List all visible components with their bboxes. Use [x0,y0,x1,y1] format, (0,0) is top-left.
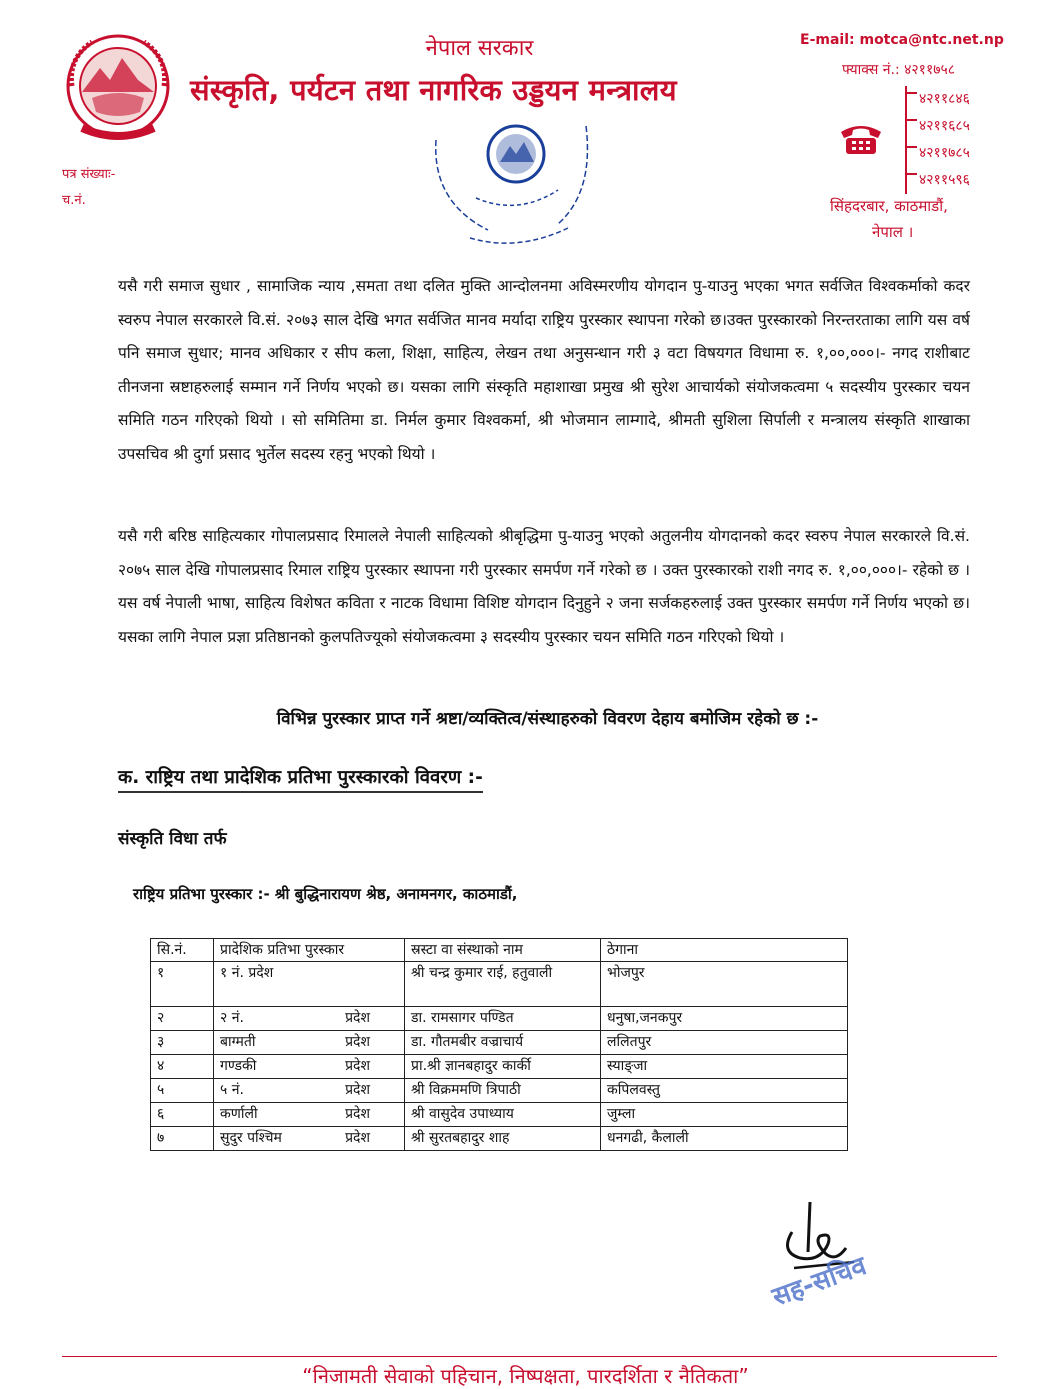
province-name: १ नं. [220,965,244,981]
province-word: प्रदेश [345,1106,370,1122]
column-header: सि.नं. [151,939,214,962]
serial-number: ७ [151,1127,214,1151]
awardee-address: कपिलवस्तु [601,1079,848,1103]
serial-number: ६ [151,1103,214,1127]
footer-divider [62,1356,997,1357]
awardee-name: श्री विक्रममणि त्रिपाठी [405,1079,601,1103]
serial-number: ४ [151,1055,214,1079]
province-word: प्रदेश [345,1034,370,1050]
government-title: नेपाल सरकार [425,36,534,61]
province-word: प्रदेश [345,1130,370,1146]
table-row [151,1055,848,1079]
intro-line: विभिन्न पुरस्कार प्राप्त गर्ने श्रष्टा/व्यक्तित्व/संस्थाहरुको विवरण देहाय बमोजिम रहेको छ :- [276,709,819,729]
awardee-name: प्रा.श्री ज्ञानबहादुर कार्की [405,1055,601,1079]
ministry-title: संस्कृति, पर्यटन तथा नागरिक उड्डयन मन्त्रालय [190,73,677,107]
awardee-name: श्री चन्द्र कुमार राई, हतुवाली [405,962,601,1007]
table-row [151,1079,848,1103]
awardee-address: धनगढी, कैलाली [601,1127,848,1151]
awardee-address: धनुषा,जनकपुर [601,1007,848,1031]
province-cell [214,1031,405,1055]
awardee-address: ललितपुर [601,1031,848,1055]
serial-number: २ [151,1007,214,1031]
province-name: २ नं. [220,1010,244,1026]
province-cell [214,1103,405,1127]
phone-number: ४२११५९६ [907,167,985,194]
phone-number: ४२११६८५ [907,113,985,140]
awardee-address: स्याङ्जा [601,1055,848,1079]
paragraph-1: यसै गरी समाज सुधार , सामाजिक न्याय ,समता तथा दलित मुक्ति आन्दोलनमा अविस्मरणीय योगदान पु-याउनु भएका भगत सर्वजित विश्वकर्माको कदर स्वरुप नेपाल सरकारले वि.सं. २०७३ साल देखि भगत सर्वजित मानव मर्यादा राष्ट्रिय पुरस्कार स्थापना गरेको छ।उक्त पुरस्कारको निरन्तरताका लागि यस वर्ष पनि समाज सुधार; मानव अधिकार र सीप कला, शिक्षा, साहित्य, लेखन तथा अनुसन्धान गरी ३ वटा विषयगत विधामा रु. १,००,०००।- नगद राशीबाट तीनजना स्रष्टाहरुलाई सम्मान गर्ने निर्णय भएको छ। यसका लागि संस्कृति महाशाखा प्रमुख श्री सुरेश आचार्यको संयोजकत्वमा ५ सदस्यीय पुरस्कार चयन समिति गठन गरिएको थियो । सो समितिमा डा. निर्मल कुमार विश्वकर्मा, श्री भोजमान लाम्गादे, श्रीमती सुशिला सिर्पाली र मन्त्रालय संस्कृति शाखाका उपसचिव श्री दुर्गा प्रसाद भुर्तेल सदस्य रहनु भएको थियो । [118,277,970,463]
province-word: प्रदेश [345,1058,370,1074]
awardee-address: जुम्ला [601,1103,848,1127]
letter-number-label: पत्र संख्याः- [62,167,116,182]
subsection-heading: संस्कृति विधा तर्फ [118,829,227,849]
address-line-1: सिंहदरबार, काठमाडौं, [830,197,948,215]
table-row [151,1007,848,1031]
table-header-row [151,939,848,962]
ministry-seal-stamp [418,112,606,252]
paragraph-2: यसै गरी बरिष्ठ साहित्यकार गोपालप्रसाद रिमालले नेपाली साहित्यको श्रीबृद्धिमा पु-याउनु भएको अतुलनीय योगदानको कदर स्वरुप नेपाल सरकारले वि.सं. २०७५ साल देखि गोपालप्रसाद रिमाल राष्ट्रिय पुरस्कार स्थापना गरी पुरस्कार समर्पण गर्ने गरेको छ । उक्त पुरस्कारको राशी नगद रु. १,००,०००।- रहेको छ । यस वर्ष नेपाली भाषा, साहित्य विशेषत कविता र नाटक विधामा विशिष्ट योगदान दिनुहुने २ जना सर्जकहरुलाई उक्त पुरस्कार समर्पण गर्ने निर्णय भएको छ। यसका लागि नेपाल प्रज्ञा प्रतिष्ठानको कुलपतिज्यूको संयोजकत्वमा ३ सदस्यीय पुरस्कार चयन समिति गठन गरिएको थियो । [118,527,970,646]
province-name: गण्डकी [220,1058,257,1074]
province-cell [214,1055,405,1079]
province-word: प्रदेश [345,1082,370,1098]
awardee-name: डा. रामसागर पण्डित [405,1007,601,1031]
phone-numbers [905,86,985,194]
table-row [151,1031,848,1055]
province-name: बाग्मती [220,1034,256,1050]
section-heading: क. राष्ट्रिय तथा प्रादेशिक प्रतिभा पुरस्कारको विवरण :- [118,764,483,793]
province-word: प्रदेश [248,965,274,981]
province-name: ५ नं. [220,1082,244,1098]
province-cell [214,1127,405,1151]
province-name: कर्णाली [220,1106,258,1122]
address-line-2: नेपाल । [872,223,914,241]
column-header: ठेगाना [601,939,848,962]
telephone-icon [838,120,884,156]
provincial-awards-table [150,938,848,1151]
awardee-address: भोजपुर [601,962,848,1007]
awardee-name: श्री सुरतबहादुर शाह [405,1127,601,1151]
national-award-line: राष्ट्रिय प्रतिभा पुरस्कार :- श्री बुद्धिनारायण श्रेष्ठ, अनामनगर, काठमाडौं, [133,885,518,903]
table-row [151,1103,848,1127]
serial-number: १ [151,962,214,1007]
column-header: प्रादेशिक प्रतिभा पुरस्कार [214,939,405,962]
province-name: सुदुर पश्चिम [220,1130,282,1146]
province-cell [214,1079,405,1103]
table-row [151,962,848,1007]
dispatch-number-label: च.नं. [62,193,86,208]
province-cell [214,1007,405,1031]
province-cell [214,962,405,1007]
email-address: E-mail: motca@ntc.net.np [800,32,1004,48]
phone-number: ४२११७८५ [907,140,985,167]
serial-number: ३ [151,1031,214,1055]
phone-number: ४२११८४६ [907,86,985,113]
serial-number: ५ [151,1079,214,1103]
awardee-name: डा. गौतमबीर वज्राचार्य [405,1031,601,1055]
province-word: प्रदेश [345,1010,370,1026]
column-header: स्रस्टा वा संस्थाको नाम [405,939,601,962]
footer-motto: “निजामती सेवाको पहिचान, निष्पक्षता, पारदर्शिता र नैतिकता” [302,1364,749,1388]
fax-number: फ्याक्स नं.: ४२११७५८ [842,62,956,78]
table-row [151,1127,848,1151]
designation-stamp: सह-सचिव [768,1251,871,1313]
awardee-name: श्री वासुदेव उपाध्याय [405,1103,601,1127]
